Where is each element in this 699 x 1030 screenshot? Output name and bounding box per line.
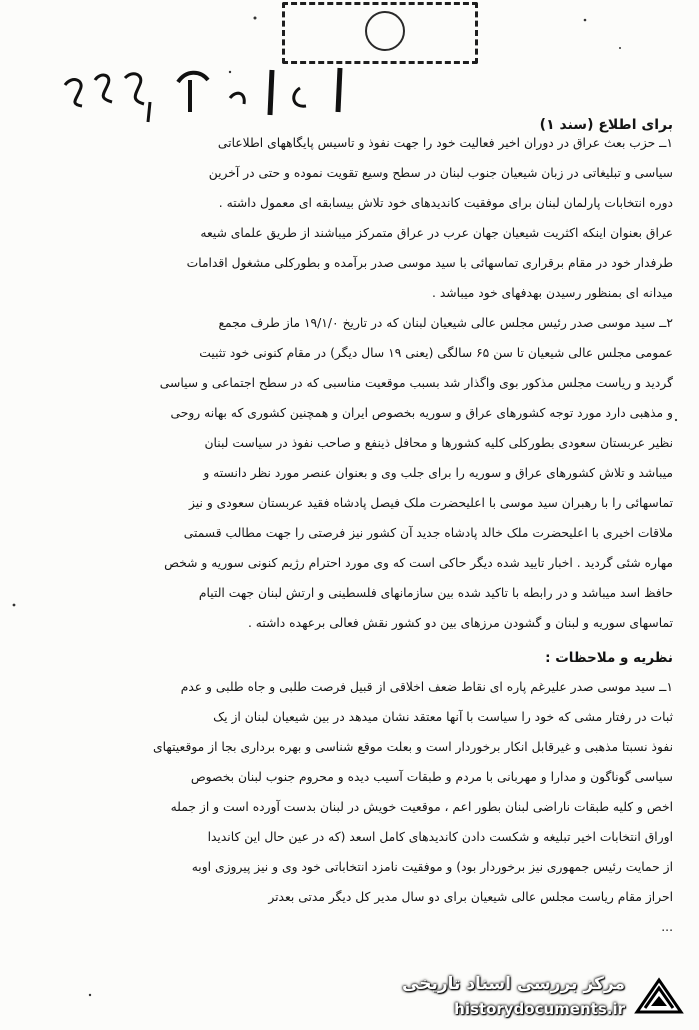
text-line: ملاقات اخیری با اعلیحضرت ملک خالد پادشاه جدید آن کشور نیز فرصتی را جهت مطالب قسمتی bbox=[183, 526, 673, 540]
text-line: از حمایت رئیس جمهوری نیز برخوردار بود) و موفقیت نامزد انتخاباتی خود وی و نیز پیروزی اوبه bbox=[191, 860, 673, 874]
text-line: عراق بعنوان اینکه اکثریت شیعیان جهان عرب در عراق متمرکز میباشند از طریق علمای شیعه bbox=[200, 226, 673, 240]
top-stamp bbox=[282, 2, 478, 64]
text-line: ۱ــ حزب بعث عراق در دوران اخیر فعالیت خود را جهت نفوذ و تاسیس پایگاههای اطلاعاتی bbox=[217, 136, 673, 150]
paragraph-section-1 bbox=[25, 128, 673, 308]
section-heading-observations: نظریه و ملاحظات : bbox=[545, 650, 673, 666]
text-line: ثبات در رفتار مشی که خود را سیاست با آنها معتقد نشان میدهد در بین شیعیان لبنان از یک bbox=[213, 710, 673, 724]
text-line: گردید و ریاست مجلس مذکور بوی واگذار شد بسبب موقعیت مناسبی که در سطح اجتماعی و سیاسی bbox=[159, 376, 673, 390]
text-line: حافظ اسد میباشد و در رابطه با تاکید شده بین سازمانهای فلسطینی و ارتش لبنان جهت التیام bbox=[198, 586, 673, 600]
text-line: تماسهای سوریه و لبنان و گشودن مرزهای بین دو کشور نقش فعالی برعهده داشته . bbox=[247, 616, 673, 630]
text-line: احراز مقام ریاست مجلس عالی شیعیان برای دو سال مدیر کل دیگر مدتی بعدتر bbox=[268, 890, 673, 904]
text-line: نفوذ نسبتا مذهبی و غیرقابل انکار برخوردار است و بعلت موقع شناسی و بهره برداری بجا از موقعیتهای bbox=[153, 740, 673, 754]
archive-watermark bbox=[402, 972, 691, 1024]
text-line: میدانه ای بمنظور رسیدن بهدفهای خود میباشد . bbox=[432, 286, 673, 300]
text-line: ۲ــ سید موسی صدر رئیس مجلس عالی شیعیان لبنان که در تاریخ ۱۹/۱/۰ ماز طرف مجمع bbox=[218, 316, 673, 330]
text-line: میباشد و تلاش کشورهای عراق و سوریه را برای جلب وی و بعنوان عنصر مورد نظر دانسته و bbox=[203, 466, 673, 480]
text-line: و مذهبی دارد مورد توجه کشورهای عراق و سوریه بخصوص ایران و همچنین کشوری که بهانه روحی bbox=[170, 406, 673, 420]
text-line: تماسهائی را با رهبران سید موسی با اعلیحضرت ملک فیصل پادشاه فقید عربستان سعودی و نیز bbox=[189, 496, 673, 510]
archive-logo-icon bbox=[631, 972, 687, 1024]
text-line: ... bbox=[661, 920, 673, 934]
text-line: اخص و کلیه طبقات ناراضی لبنان بطور اعم ، موقعیت خویش در لبنان بدست آورده است و از جمله bbox=[170, 800, 673, 814]
document-heading: برای اطلاع (سند ۱) bbox=[539, 117, 673, 133]
text-line: اوراق انتخابات اخیر تبلیغه و شکست دادن کاندیدهای کامل اسعد (که در عین حال این کاندیدا bbox=[207, 830, 673, 844]
text-line: نظیر عربستان سعودی بطورکلی کلیه کشورها و محافل ذینفع و صاحب نفوذ در سیاست لبنان bbox=[204, 436, 673, 450]
paragraph-section-3 bbox=[25, 672, 673, 942]
paragraph-section-2 bbox=[25, 308, 673, 638]
text-line: عمومی مجلس عالی شیعیان تا سن ۶۵ سالگی (یعنی ۱۹ سال دیگر) در مقام کنونی خود تثبیت bbox=[199, 346, 673, 360]
text-line: دوره انتخابات پارلمان لبنان برای موفقیت کاندیدهای خود تلاش بیسابقه ای معمول داشته . bbox=[218, 196, 673, 210]
text-line: ۱ــ سید موسی صدر علیرغم پاره ای نقاط ضعف اخلاقی از قبیل فرصت طلبی و جاه طلبی و عدم bbox=[180, 680, 673, 694]
stamp-seal bbox=[365, 11, 405, 51]
text-line: طرفدار خود در مقام برقراری تماسهائی با سید موسی صدر برآمده و بطورکلی مشغول اقدامات bbox=[186, 256, 673, 270]
watermark-title: مرکز بررسی اسناد تاریخی bbox=[402, 974, 625, 994]
text-line: مهاره شئی گردید . اخبار تایید شده دیگر حاکی است که وی مورد احترام رژیم کنونی سوریه و شخص bbox=[164, 556, 673, 570]
text-line: سیاسی گوناگون و مدارا و مهربانی با مردم و طبقات آسیب دیده و محروم جنوب لبنان بخصوص bbox=[190, 770, 673, 784]
watermark-url: historydocuments.ir bbox=[454, 1000, 625, 1018]
text-line: سیاسی و تبلیغاتی در زبان شیعیان جنوب لبنان در سطح وسیع تقویت نموده و حتی در آخرین bbox=[208, 166, 673, 180]
